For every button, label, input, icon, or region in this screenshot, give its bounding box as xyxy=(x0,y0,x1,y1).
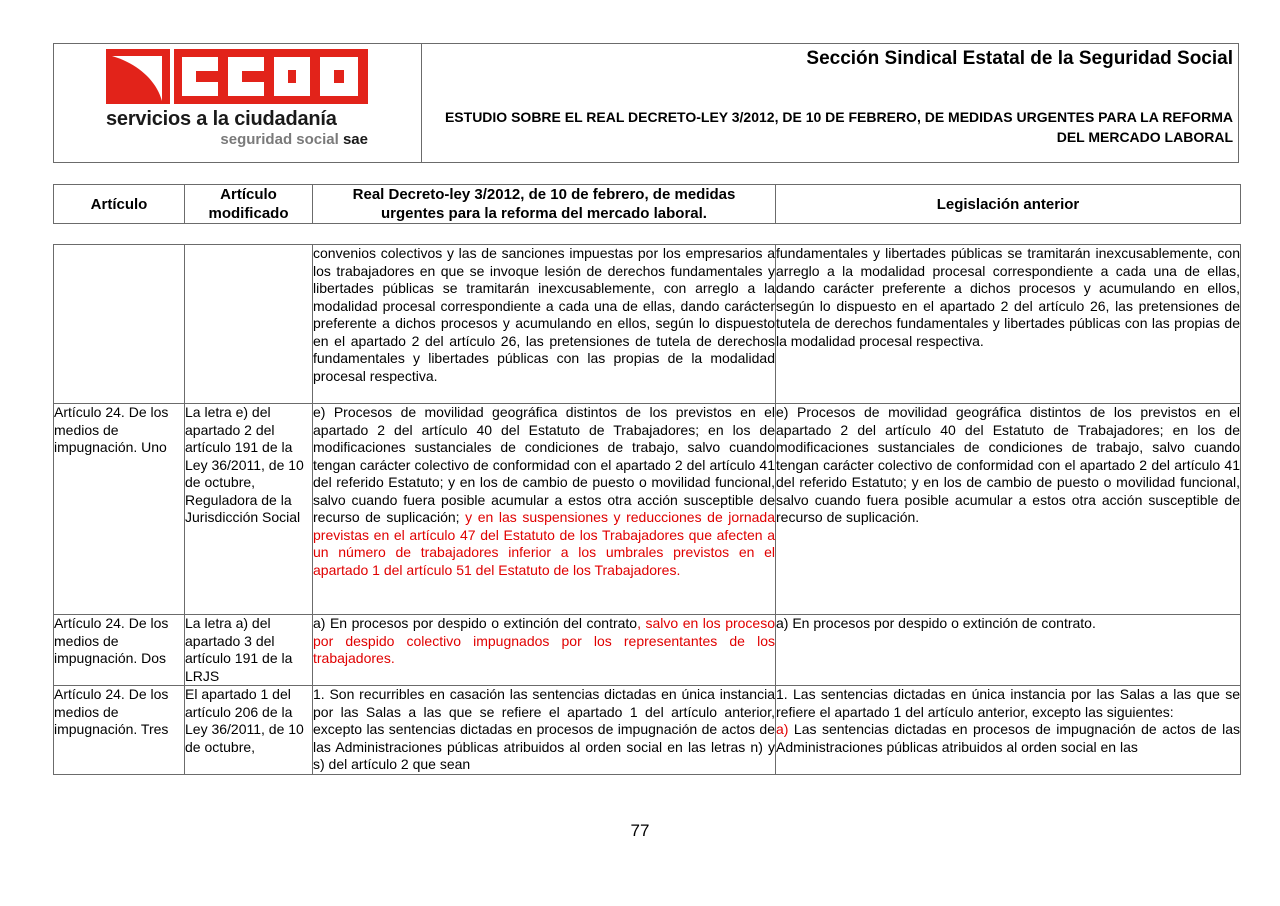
col-legislacion-anterior: Legislación anterior xyxy=(776,185,1241,224)
added-text: , salvo en los proceso por despido colectivo impugnados por los representantes de los trabajadores. xyxy=(313,615,775,666)
cell-anterior: 1. Las sentencias dictadas en única instancia por las Salas a las que se refiere el apartado 1 del artículo anterior, excepto las siguientes: a) Las sentencias dictadas en procesos de impugnación de actos de las Administraciones públicas atribuidos al orden social en las xyxy=(776,686,1241,775)
cell-nuevo: 1. Son recurribles en casación las sentencias dictadas en única instancia por las Salas a las que se refiere el apartado 1 del artículo anterior, excepto las sentencias dictadas en procesos de impugnación de actos de las Administraciones públicas atribuidos al orden social en las letras n) y s) del artículo 2 que sean xyxy=(313,686,775,772)
cell-nuevo: convenios colectivos y las de sanciones impuestas por los empresarios a los trabajadores en que se invoque lesión de derechos fundamentales y libertades públicas se tramitarán inexcusablemente, con arreglo a la modalidad procesal correspondiente a cada una de ellas, dando carácter preferente a dichos procesos y acumulando en ellos, según lo dispuesto en el apartado 2 del artículo 26, las pretensiones de tutela de derechos fundamentales y libertades públicas con las propias de la modalidad procesal respectiva. xyxy=(313,245,776,404)
cell-modificado: El apartado 1 del artículo 206 de la Ley 36/2011, de 10 de octubre, xyxy=(185,686,313,775)
logo-cell xyxy=(54,44,422,162)
comparison-table xyxy=(53,244,1241,775)
added-text: y en las suspensiones y reducciones de jornada previstas en el artículo 47 del Estatuto de los Trabajadores que afecten a un número de trabajadores inferior a los umbrales previstos en el apartado 1 del artículo 51 del Estatuto de los Trabajadores. xyxy=(313,509,776,578)
col-real-decreto: Real Decreto-ley 3/2012, de 10 de febrero, de medidas urgentes para la reforma del mercado laboral. xyxy=(313,185,776,224)
cell-modificado: La letra e) del apartado 2 del artículo 191 de la Ley 36/2011, de 10 de octubre, Reguladora de la Jurisdicción Social xyxy=(185,404,313,615)
table-row xyxy=(54,404,1241,615)
document-header xyxy=(53,43,1239,163)
cell-articulo: Artículo 24. De los medios de impugnación. Tres xyxy=(54,686,185,775)
cell-articulo: Artículo 24. De los medios de impugnación. Dos xyxy=(54,615,185,686)
ccoo-logo xyxy=(106,49,368,148)
cell-nuevo: a) En procesos por despido o extinción del contrato, salvo en los proceso por despido colectivo impugnados por los representantes de los trabajadores. xyxy=(313,615,776,686)
col-articulo: Artículo xyxy=(54,185,185,224)
cell-articulo xyxy=(54,245,185,404)
logo-tagline: servicios a la ciudadanía xyxy=(106,108,337,130)
title-cell xyxy=(422,44,1238,162)
section-title: Sección Sindical Estatal de la Seguridad Social xyxy=(806,48,1233,69)
cell-anterior: e) Procesos de movilidad geográfica distintos de los previstos en el apartado 2 del artículo 40 del Estatuto de Trabajadores; en los de modificaciones sustanciales de condiciones de trabajo, salvo cuando tengan carácter colectivo de conformidad con el apartado 2 del artículo 41 del referido Estatuto; y en los de cambio de puesto o movilidad funcional, salvo cuando fuera posible acumular a estos otra acción susceptible de recurso de suplicación. xyxy=(776,404,1241,615)
page-number: 77 xyxy=(630,821,650,840)
table-row xyxy=(54,686,1241,775)
cell-modificado: La letra a) del apartado 3 del artículo 191 de la LRJS xyxy=(185,615,313,686)
cell-articulo: Artículo 24. De los medios de impugnación. Uno xyxy=(54,404,185,615)
column-header-table xyxy=(53,184,1241,224)
logo-subtagline: seguridad social sae xyxy=(220,131,368,148)
cell-modificado xyxy=(185,245,313,404)
col-articulo-modificado: Artículo modificado xyxy=(185,185,313,224)
study-subtitle: ESTUDIO SOBRE EL REAL DECRETO-LEY 3/2012, DE 10 DE FEBRERO, DE MEDIDAS URGENTES PARA LA REFORMA DEL MERCADO LABORAL xyxy=(444,109,1233,145)
ccoo-wordmark xyxy=(174,49,368,104)
table-row xyxy=(54,245,1241,404)
cell-anterior: a) En procesos por despido o extinción de contrato. xyxy=(776,615,1241,686)
cell-nuevo: e) Procesos de movilidad geográfica distintos de los previstos en el apartado 2 del artículo 40 del Estatuto de Trabajadores; en los de modificaciones sustanciales de condiciones de trabajo, salvo cuando tengan carácter colectivo de conformidad con el apartado 2 del artículo 41 del referido Estatuto; y en los de cambio de puesto o movilidad funcional, salvo cuando fuera posible acumular a estos otra acción susceptible de recurso de suplicación; y en las suspensiones y reducciones de jornada previstas en el artículo 47 del Estatuto de los Trabajadores que afecten a un número de trabajadores inferior a los umbrales previstos en el apartado 1 del artículo 51 del Estatuto de los Trabajadores. xyxy=(313,404,776,615)
ccoo-swoosh-icon xyxy=(106,49,170,104)
table-row xyxy=(54,615,1241,686)
cell-anterior: fundamentales y libertades públicas se tramitarán inexcusablemente, con arreglo a la modalidad procesal correspondiente a cada una de ellas, dando carácter preferente a dichos procesos y acumulando en ellos, según lo dispuesto en el apartado 2 del artículo 26, las pretensiones de tutela de derechos fundamentales y libertades públicas con las propias de la modalidad procesal respectiva. xyxy=(776,245,1241,404)
